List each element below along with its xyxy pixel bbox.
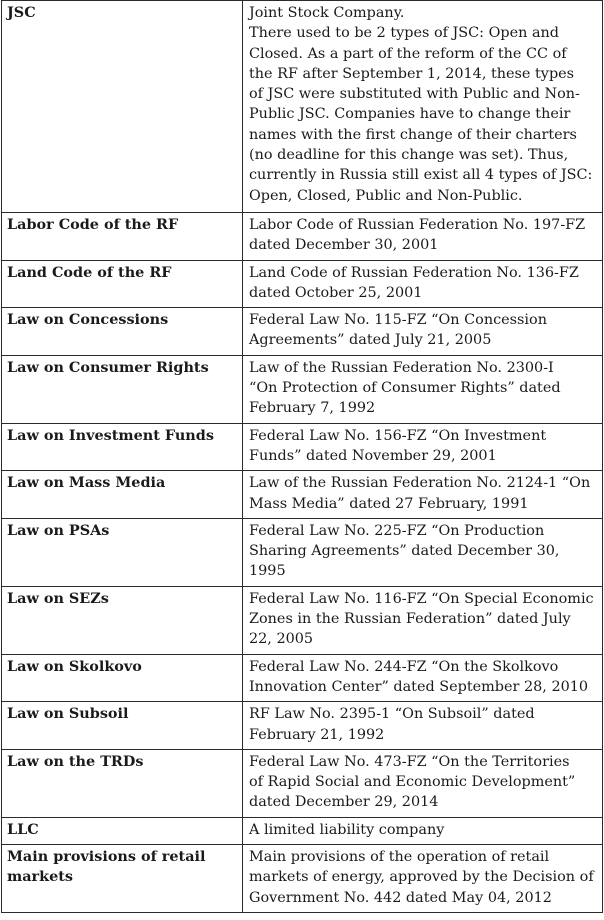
term-cell bbox=[2, 654, 243, 702]
term-cell bbox=[2, 308, 243, 356]
definition-line: Innovation Center” dated September 28, 2010 bbox=[249, 678, 589, 695]
definition-cell bbox=[243, 212, 603, 260]
definition-cell bbox=[243, 844, 603, 912]
definition-line: Joint Stock Company. bbox=[249, 5, 405, 21]
definition-line: Federal Law No. 116-FZ “On Special Economic bbox=[249, 590, 594, 607]
term-cell bbox=[2, 702, 243, 750]
definition-line: dated December 29, 2014 bbox=[249, 794, 439, 811]
definition-line: the RF after September 1, 2014, these types bbox=[249, 65, 575, 82]
definition-line: A limited liability company bbox=[249, 821, 445, 838]
definition-line: Federal Law No. 244-FZ “On the Skolkovo bbox=[249, 658, 559, 675]
abbreviations-table-body bbox=[2, 1, 603, 913]
term-line: Law on SEZs bbox=[7, 589, 109, 607]
abbreviations-table bbox=[1, 0, 603, 913]
definition-line: “On Protection of Consumer Rights” dated bbox=[249, 380, 561, 397]
definition-line: Land Code of Russian Federation No. 136-FZ bbox=[249, 264, 579, 281]
table-row bbox=[2, 423, 603, 471]
term-cell bbox=[2, 423, 243, 471]
term-line: Law on Skolkovo bbox=[7, 657, 142, 675]
definition-line: names with the first change of their charters bbox=[249, 126, 577, 143]
definition-line: 1995 bbox=[249, 563, 286, 580]
definition-line: February 21, 1992 bbox=[249, 726, 385, 743]
definition-line: currently in Russia still exist all 4 types of JSC: bbox=[249, 167, 593, 184]
definition-line: Zones in the Russian Federation” dated July bbox=[249, 611, 571, 628]
term-cell bbox=[2, 749, 243, 817]
definition-line: Federal Law No. 115-FZ “On Concession bbox=[249, 312, 547, 329]
definition-line: There used to be 2 types of JSC: Open and bbox=[249, 25, 560, 42]
definition-line: Sharing Agreements” dated December 30, bbox=[249, 543, 560, 560]
term-line: JSC bbox=[7, 4, 36, 21]
definition-line: Federal Law No. 156-FZ “On Investment bbox=[249, 427, 547, 444]
definition-line: RF Law No. 2395-1 “On Subsoil” dated bbox=[249, 706, 535, 723]
table-row bbox=[2, 817, 603, 844]
definition-line: Law of the Russian Federation No. 2124-1 “On bbox=[249, 475, 591, 492]
term-line: Law on Concessions bbox=[7, 311, 169, 329]
term-cell bbox=[2, 586, 243, 654]
definition-cell bbox=[243, 702, 603, 750]
term-line: Law on the TRDs bbox=[7, 752, 144, 770]
term-line: Land Code of the RF bbox=[7, 263, 172, 281]
definition-line: Federal Law No. 473-FZ “On the Territories bbox=[249, 753, 570, 770]
definition-cell bbox=[243, 654, 603, 702]
definition-line: Public JSC. Companies have to change their bbox=[249, 106, 571, 123]
table-row bbox=[2, 844, 603, 912]
definition-line: of Rapid Social and Economic Development” bbox=[249, 774, 576, 791]
table-row bbox=[2, 702, 603, 750]
definition-line: Agreements” dated July 21, 2005 bbox=[249, 332, 492, 349]
table-row bbox=[2, 654, 603, 702]
definition-line: dated December 30, 2001 bbox=[249, 237, 439, 254]
table-row bbox=[2, 471, 603, 519]
definition-line: (no deadline for this change was set). Thus, bbox=[249, 147, 569, 164]
table-row bbox=[2, 212, 603, 260]
term-cell bbox=[2, 212, 243, 260]
term-line: markets bbox=[7, 868, 74, 886]
definition-line: Main provisions of the operation of retail bbox=[249, 848, 550, 865]
definition-cell bbox=[243, 423, 603, 471]
table-row bbox=[2, 308, 603, 356]
term-cell bbox=[2, 355, 243, 423]
table-row bbox=[2, 749, 603, 817]
term-cell bbox=[2, 844, 243, 912]
term-line: Law on Mass Media bbox=[7, 474, 166, 492]
definition-cell bbox=[243, 518, 603, 586]
table-row bbox=[2, 1, 603, 213]
definition-line: Labor Code of Russian Federation No. 197-FZ bbox=[249, 216, 586, 233]
definition-line: markets of energy, approved by the Decision of bbox=[249, 869, 594, 886]
definition-line: Mass Media” dated 27 February, 1991 bbox=[249, 495, 529, 512]
definition-cell bbox=[243, 260, 603, 308]
definition-cell bbox=[243, 749, 603, 817]
definition-cell bbox=[243, 1, 603, 213]
definition-cell bbox=[243, 355, 603, 423]
term-cell bbox=[2, 260, 243, 308]
table-row bbox=[2, 355, 603, 423]
definition-line: February 7, 1992 bbox=[249, 400, 376, 417]
term-line: LLC bbox=[7, 820, 39, 838]
definition-line: of JSC were substituted with Public and Non- bbox=[249, 86, 580, 103]
definition-line: Open, Closed, Public and Non-Public. bbox=[249, 187, 523, 204]
term-cell bbox=[2, 817, 243, 844]
definition-cell bbox=[243, 817, 603, 844]
term-line: Law on Consumer Rights bbox=[7, 358, 209, 376]
term-line: Law on PSAs bbox=[7, 521, 110, 539]
definition-line: 22, 2005 bbox=[249, 631, 314, 648]
definition-line: Law of the Russian Federation No. 2300-I bbox=[249, 359, 554, 376]
definition-line: Federal Law No. 225-FZ “On Production bbox=[249, 522, 545, 539]
term-line: Main provisions of retail bbox=[7, 847, 206, 865]
term-cell bbox=[2, 518, 243, 586]
definition-line: Closed. As a part of the reform of the CC of bbox=[249, 45, 567, 62]
term-cell bbox=[2, 471, 243, 519]
definition-line: Funds” dated November 29, 2001 bbox=[249, 447, 497, 464]
term-line: Labor Code of the RF bbox=[7, 215, 179, 233]
definition-cell bbox=[243, 471, 603, 519]
definition-cell bbox=[243, 586, 603, 654]
definition-line: dated October 25, 2001 bbox=[249, 284, 423, 301]
term-line: Law on Investment Funds bbox=[7, 426, 214, 444]
table-row bbox=[2, 518, 603, 586]
definition-cell bbox=[243, 308, 603, 356]
definition-line: Government No. 442 dated May 04, 2012 bbox=[249, 889, 552, 906]
table-row bbox=[2, 586, 603, 654]
table-row bbox=[2, 260, 603, 308]
term-cell bbox=[2, 1, 243, 213]
term-line: Law on Subsoil bbox=[7, 705, 129, 723]
